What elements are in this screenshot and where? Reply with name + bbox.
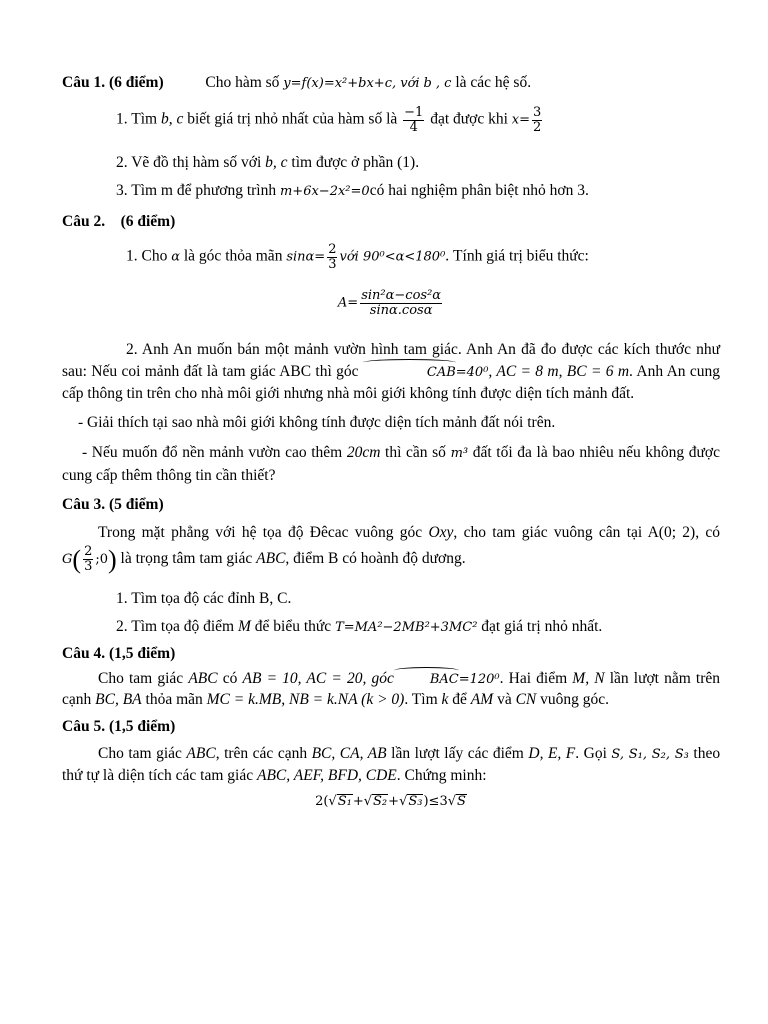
q4-t9: vuông góc. xyxy=(540,691,610,708)
q3-abc: ABC xyxy=(256,550,286,567)
q3-p1-text: 1. Tìm tọa độ các đỉnh B, C. xyxy=(116,590,292,607)
q4-body xyxy=(62,669,720,710)
q1-x-num: 3 xyxy=(533,105,542,120)
q3-g-num: 2 xyxy=(84,544,93,560)
q4-mn: M, N xyxy=(572,670,605,687)
q2-expression-A xyxy=(62,289,720,317)
q2-bullet1-text: - Giải thích tại sao nhà môi giới không tính được diện tích mảnh đất nói trên. xyxy=(78,414,556,431)
q4-heading: Câu 4. (1,5 điểm) xyxy=(62,645,176,662)
q5-inequality: 2(√S₁+√S₂+√S₃)≤3√S xyxy=(315,794,466,809)
q1-heading-line xyxy=(62,73,720,93)
q2-bullet2-height: 20cm xyxy=(346,444,381,461)
q2-bullet2-text-c: đất tối đa là bao nhiêu nếu không được cung cấp thêm thông tin cần thiết? xyxy=(62,444,721,484)
q3-intro-c: là trọng tâm tam giác xyxy=(120,550,253,567)
q2-alpha: α xyxy=(171,249,180,265)
q3-point-m: M xyxy=(237,618,251,635)
q5-sqrt-s1: S₁ xyxy=(337,794,352,809)
q5-t5: theo thứ tự là diện tích các tam giác xyxy=(62,745,721,784)
q5-plus-2: + xyxy=(388,794,400,809)
q2-heading: Câu 2. (6 điểm) xyxy=(62,213,176,230)
q2-part2 xyxy=(62,339,720,405)
q1-x-eq: x= xyxy=(511,112,531,128)
q3-p2-text-a: 2. Tìm tọa độ điểm xyxy=(116,618,235,635)
q2-A-num: sin²α−cos²α xyxy=(361,288,442,303)
q3-intro-line1 xyxy=(98,523,720,543)
q2-A-fraction xyxy=(360,289,442,317)
q1-x-fraction xyxy=(532,106,542,134)
q5-sqrt-s3: S₃ xyxy=(408,794,423,809)
q5-t6: . Chứng minh: xyxy=(396,767,487,784)
q3-part1 xyxy=(116,589,720,609)
q1-intro: Cho hàm số xyxy=(205,74,280,91)
q2-condition: với 90⁰<α<180⁰ xyxy=(339,249,446,265)
q3-p2-text-c: đạt giá trị nhỏ nhất. xyxy=(481,618,603,635)
q3-g-den: 3 xyxy=(84,558,93,574)
q3-intro-b: , cho tam giác vuông cân tại A(0; 2), có xyxy=(453,524,721,541)
q4-t4: lần lượt nằm trên cạnh xyxy=(62,670,721,708)
q2-p2-text2: . Anh An cung cấp thông tin trên cho nhà môi giới nhưng nhà môi giới không tính được diện tích mảnh đất. xyxy=(62,362,721,402)
q1-p1-text-a: 1. Tìm xyxy=(116,110,158,128)
q4-t1: Cho tam giác xyxy=(98,670,184,687)
q1-x-den: 2 xyxy=(533,119,542,135)
q4-angle-value: =120⁰ xyxy=(458,672,500,687)
q3-expression-t: T=MA²−2MB²+3MC² xyxy=(335,620,478,635)
q4-bc-ba: BC, BA xyxy=(95,691,142,708)
q2-p1-text-a: 1. Cho xyxy=(126,247,168,265)
q5-t4: . Gọi xyxy=(575,745,607,762)
q2-p2-text1: 2. Anh An muốn bán một mảnh vườn hình tam giác. Anh An đã đo được các kích thước như sau: Nếu coi mảnh đất là tam giác ABC thì góc xyxy=(62,341,720,380)
q4-cn: CN xyxy=(515,691,537,708)
q1-p3-text-a: 3. Tìm m để phương trình xyxy=(116,182,277,199)
q5-sqrt-s2: S₂ xyxy=(373,794,388,809)
q3-heading-line xyxy=(62,495,720,515)
q3-intro-a: Trong mặt phẳng với hệ tọa độ Đêcac vuông góc xyxy=(98,524,423,541)
q1-p1-text-c: biết giá trị nhỏ nhất của hàm số là xyxy=(187,110,398,128)
q2-sides: , AC = 8 m, BC = 6 m xyxy=(488,362,630,380)
q2-heading-line xyxy=(62,212,720,232)
q4-t7: để xyxy=(452,691,467,708)
q5-body xyxy=(62,743,720,786)
q5-t1: Cho tam giác xyxy=(98,745,182,762)
q2-sin-num: 2 xyxy=(328,242,337,257)
q5-heading: Câu 5. (1,5 điểm) xyxy=(62,718,176,735)
q4-t5: thỏa mãn xyxy=(145,691,203,708)
q1-p2-text-a: 2. Vẽ đồ thị hàm số với xyxy=(116,154,262,171)
q1-min-value-fraction xyxy=(403,106,424,134)
q3-heading: Câu 3. (5 điểm) xyxy=(62,496,164,513)
q1-function: y=f(x)=x²+bx+c xyxy=(283,76,392,91)
q5-abc: ABC xyxy=(186,745,216,762)
q1-min-num: −1 xyxy=(404,105,424,120)
q5-area-vars: S, S₁, S₂, S₃ xyxy=(611,747,689,762)
q2-sin-lhs: sinα= xyxy=(286,249,326,265)
q3-centroid-g: G xyxy=(62,552,73,567)
q4-t3: . Hai điểm xyxy=(499,670,568,687)
q4-t8: và xyxy=(497,691,512,708)
q5-t3: lần lượt lấy các điểm xyxy=(391,745,524,762)
q3-g-fraction xyxy=(83,545,93,573)
q1-part1 xyxy=(116,106,720,134)
q1-p1-bc: b, c xyxy=(160,110,184,128)
q2-sin-fraction xyxy=(327,243,337,271)
q2-bullet2 xyxy=(62,442,720,487)
q5-t2: , trên các cạnh xyxy=(215,745,308,762)
q4-t6: . Tìm xyxy=(404,691,438,708)
q2-A-den: sinα.cosα xyxy=(369,302,433,318)
q1-with: , với xyxy=(391,76,420,91)
q2-sin-den: 3 xyxy=(328,256,337,272)
q1-p2-bc: b, c xyxy=(265,154,288,171)
q1-min-den: 4 xyxy=(409,119,418,135)
q3-paren-open: ( xyxy=(72,545,82,574)
q2-p1-text-c: . Tính giá trị biểu thức: xyxy=(445,247,589,265)
q2-p1-text-b: là góc thỏa mãn xyxy=(183,247,283,265)
q2-bullet2-unit: m³ xyxy=(450,446,469,461)
q2-angle-value: =40⁰ xyxy=(455,364,489,380)
q3-paren-close: ) xyxy=(108,545,117,574)
q5-triangles: ABC, AEF, BFD, CDE xyxy=(256,767,397,784)
q2-part1 xyxy=(126,243,720,271)
q4-angle-bac: BAC xyxy=(394,670,459,690)
q1-part2 xyxy=(116,153,720,173)
q3-intro-line2 xyxy=(62,543,720,577)
q3-p2-text-b: để biểu thức xyxy=(254,618,332,635)
q1-intro-end: là các hệ số. xyxy=(455,74,532,91)
q1-p3-equation: m+6x−2x²=0 xyxy=(279,184,370,199)
q3-part2 xyxy=(116,617,720,637)
q5-heading-line xyxy=(62,717,720,737)
q1-p2-text-c: tìm được ở phần (1). xyxy=(291,154,420,171)
q5-sqrt-s: S xyxy=(457,794,466,809)
q2-A-lhs: A= xyxy=(337,295,359,311)
q1-p3-text-b: có hai nghiệm phân biệt nhỏ hơn 3. xyxy=(369,182,589,199)
q1-part3 xyxy=(116,181,720,201)
q1-heading: Câu 1. (6 điểm) xyxy=(62,74,164,91)
q5-ineq-left: 2( xyxy=(315,794,329,809)
q2-angle-cab: CAB xyxy=(363,362,456,384)
q4-t2: có xyxy=(222,670,238,687)
q3-g-rest: ;0 xyxy=(95,552,108,567)
q5-ineq-right: )≤3 xyxy=(423,794,448,809)
q1-p1-text-d: đạt được khi xyxy=(430,110,508,128)
q4-heading-line xyxy=(62,644,720,664)
q4-am: AM xyxy=(470,691,494,708)
q4-k: k xyxy=(441,691,449,708)
q4-ab-ac: AB = 10, AC = 20, góc xyxy=(242,670,394,687)
q5-plus-1: + xyxy=(352,794,364,809)
q5-points: D, E, F xyxy=(528,745,576,762)
q2-bullet1 xyxy=(78,413,720,433)
q4-condition: MC = k.MB, NB = k.NA (k > 0) xyxy=(206,691,405,708)
q2-bullet2-text-b: thì cần số xyxy=(385,444,446,461)
q1-params: b , c xyxy=(423,76,452,91)
q3-intro-d: , điểm B có hoành độ dương. xyxy=(285,550,466,567)
q3-oxy: Oxy xyxy=(428,524,454,541)
q4-abc: ABC xyxy=(188,670,218,687)
q2-bullet2-text-a: - Nếu muốn đổ nền mảnh vườn cao thêm xyxy=(82,444,343,461)
q5-sides: BC, CA, AB xyxy=(311,745,387,762)
